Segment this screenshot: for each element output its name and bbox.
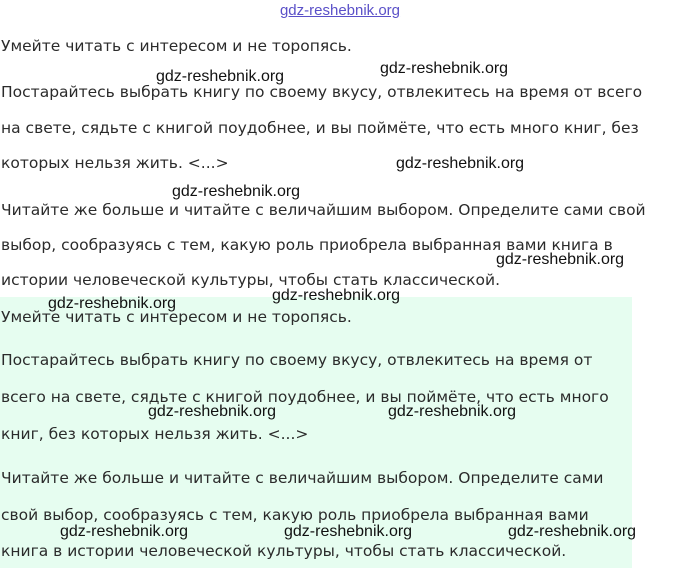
watermark: gdz-reshebnik.org xyxy=(284,523,413,540)
question-line: Читайте же больше и читайте с величайшим выбором. Определите сами свой xyxy=(1,201,646,219)
watermark: gdz-reshebnik.org xyxy=(380,60,509,77)
answer-line: свой выбор, сообразуясь с тем, какую роль приобрела выбранная вами xyxy=(1,506,589,524)
question-line: которых нельзя жить. <...> xyxy=(1,154,229,172)
question-line: на свете, сядьте с книгой поудобнее, и вы поймёте, что есть много книг, без xyxy=(1,119,639,137)
watermark: gdz-reshebnik.org xyxy=(172,183,301,200)
answer-line: книг, без которых нельзя жить. <...> xyxy=(1,425,309,443)
watermark: gdz-reshebnik.org xyxy=(388,403,517,420)
question-line: Умейте читать с интересом и не торопясь. xyxy=(1,37,352,55)
watermark: gdz-reshebnik.org xyxy=(396,155,525,172)
question-line: выбор, сообразуясь с тем, какую роль приобрела выбранная вами книга в xyxy=(1,236,613,254)
answer-line: Читайте же больше и читайте с величайшим выбором. Определите сами xyxy=(1,469,604,487)
answer-line: Постарайтесь выбрать книгу по своему вкусу, отвлекитесь на время от xyxy=(1,351,593,369)
answer-line: всего на свете, сядьте с книгой поудобнее, и вы поймёте, что есть много xyxy=(1,388,609,406)
site-header-link[interactable]: gdz-reshebnik.org xyxy=(279,2,401,19)
watermark: gdz-reshebnik.org xyxy=(48,295,177,312)
watermark: gdz-reshebnik.org xyxy=(496,251,625,268)
watermark: gdz-reshebnik.org xyxy=(60,523,189,540)
watermark: gdz-reshebnik.org xyxy=(508,523,637,540)
watermark: gdz-reshebnik.org xyxy=(148,403,277,420)
watermark: gdz-reshebnik.org xyxy=(156,68,285,85)
watermark: gdz-reshebnik.org xyxy=(272,287,401,304)
answer-line: Умейте читать с интересом и не торопясь. xyxy=(1,308,352,326)
question-line: Постарайтесь выбрать книгу по своему вкусу, отвлекитесь на время от всего xyxy=(1,83,643,101)
question-line: истории человеческой культуры, чтобы стать классической. xyxy=(1,271,501,289)
answer-line: книга в истории человеческой культуры, чтобы стать классической. xyxy=(1,542,567,560)
